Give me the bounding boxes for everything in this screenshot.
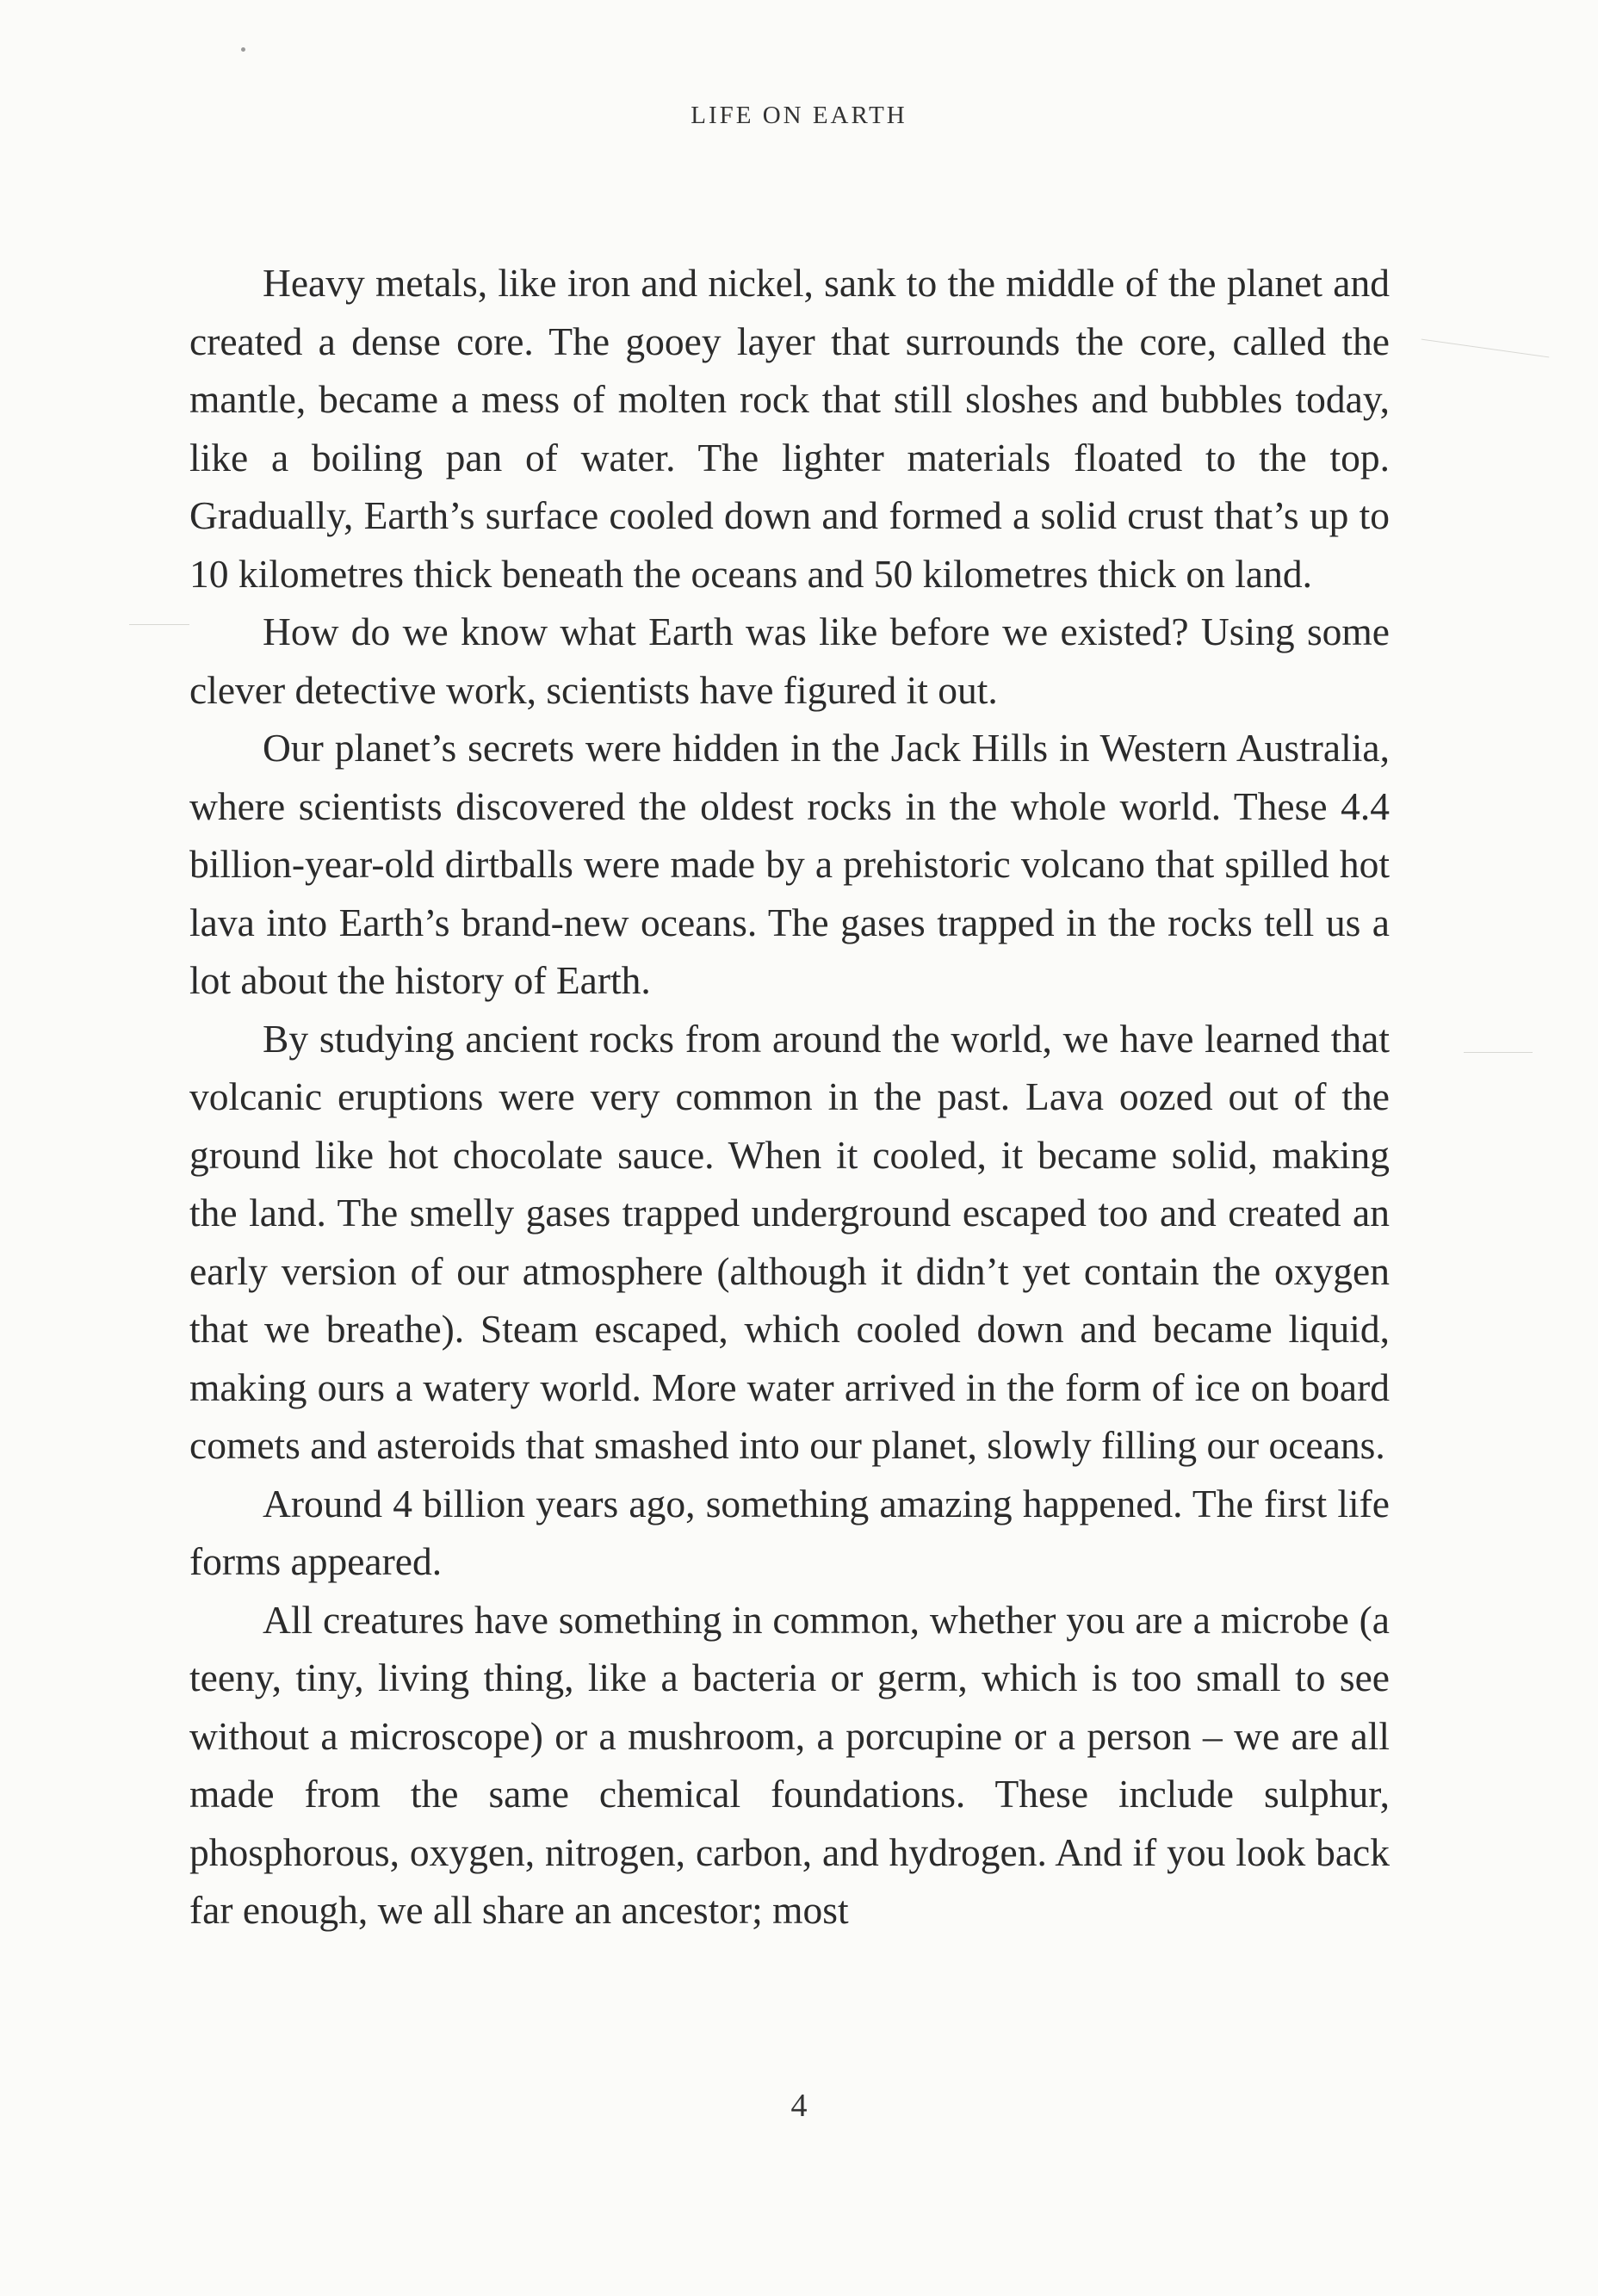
scan-mark <box>1464 1052 1533 1053</box>
paragraph: How do we know what Earth was like before we existed? Using some clever detective work, scientists have figured it out. <box>189 610 1390 712</box>
paragraph: Around 4 billion years ago, something amazing happened. The first life forms appeared. <box>189 1481 1390 1583</box>
body-text <box>189 254 1390 1940</box>
scan-mark <box>1421 339 1550 358</box>
running-head: LIFE ON EARTH <box>691 102 907 129</box>
scan-mark <box>129 624 189 625</box>
paragraph: Heavy metals, like iron and nickel, sank to the middle of the planet and created a dense core. The gooey layer that surrounds the core, called the mantle, became a mess of molten rock that still sloshes and bubbles today, like a boiling pan of water. The lighter materials floated to the top. Gradually, Earth’s surface cooled down and formed a solid crust that’s up to 10 kilometres thick beneath the oceans and 50 kilometres thick on land. <box>189 261 1390 596</box>
page-number: 4 <box>790 2088 808 2124</box>
paragraph: Our planet’s secrets were hidden in the Jack Hills in Western Australia, where scientists discovered the oldest rocks in the whole world. These 4.4 billion-year-old dirtballs were made by a prehistoric volcano that spilled hot lava into Earth’s brand-new oceans. The gases trapped in the rocks tell us a lot about the history of Earth. <box>189 726 1390 1002</box>
paragraph: By studying ancient rocks from around the world, we have learned that volcanic eruptions were very common in the past. Lava oozed out of the ground like hot chocolate sauce. When it cooled, it became solid, making the land. The smelly gases trapped underground escaped too and created an early version of our atmosphere (although it didn’t yet contain the oxygen that we breathe). Steam escaped, which cooled down and became liquid, making ours a watery world. More water arrived in the form of ice on board comets and asteroids that smashed into our planet, slowly filling our oceans. <box>189 1016 1390 1467</box>
scan-speck <box>241 47 245 52</box>
paragraph: All creatures have something in common, whether you are a microbe (a teeny, tiny, living thing, like a bacteria or germ, which is too small to see without a microscope) or a mushroom, a porcupine or a person – we are all made from the same chemical foundations. These include sulphur, phosphorous, oxygen, nitrogen, carbon, and hydrogen. And if you look back far enough, we all share an ancestor; most <box>189 1597 1390 1932</box>
